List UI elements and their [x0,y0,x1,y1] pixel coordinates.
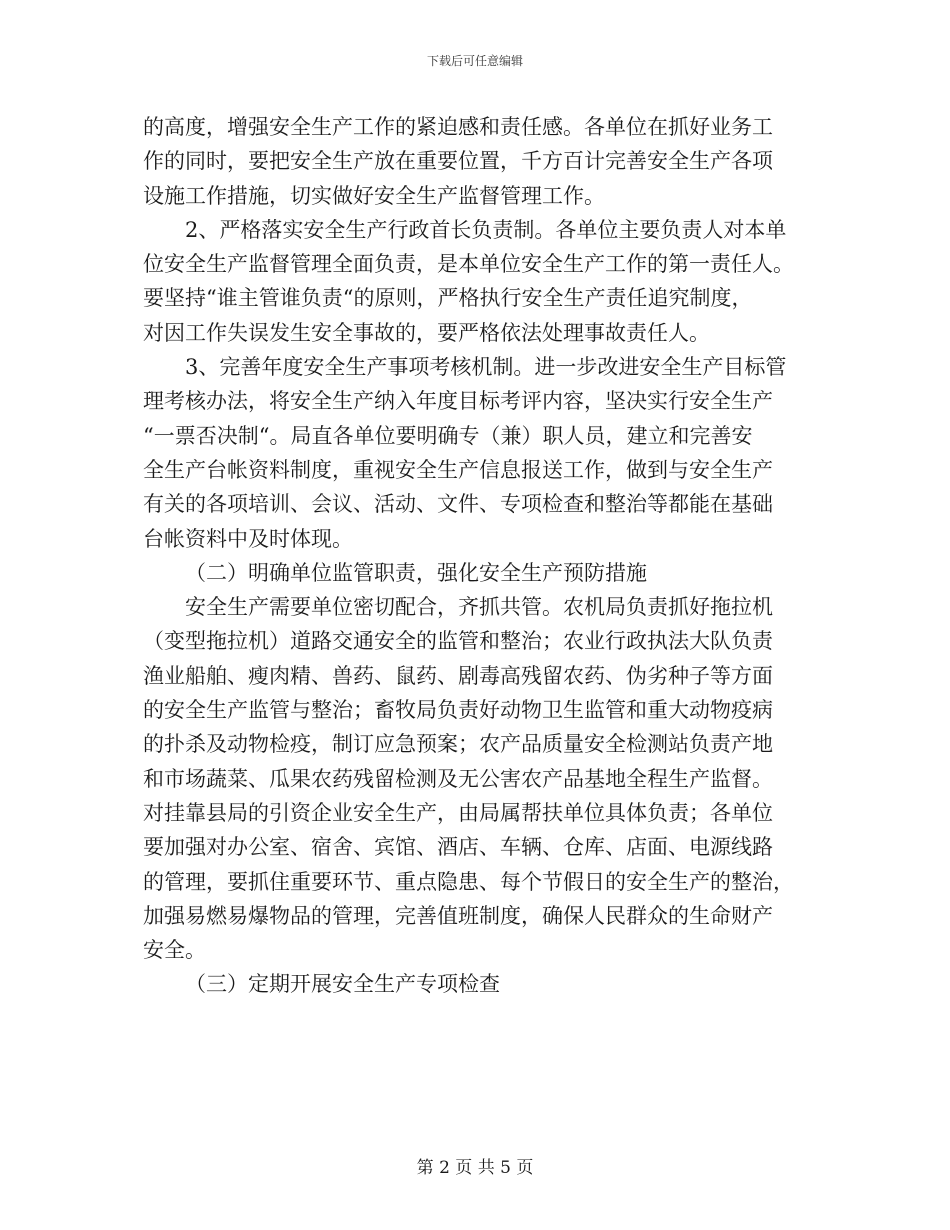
text-line: 安全。 [143,938,206,963]
text-line: 的安全生产监管与整治；畜牧局负责好动物卫生监管和重大动物疫病 [143,698,773,723]
text-line: 台帐资料中及时体现。 [143,526,353,551]
text-line: （二）明确单位监管职责，强化安全生产预防措施 [185,560,647,585]
text-line: 的管理，要抓住重要环节、重点隐患、每个节假日的安全生产的整治， [143,869,794,894]
text-line: 安全生产需要单位密切配合，齐抓共管。农机局负责抓好拖拉机 [185,595,773,620]
text-line: 加强易燃易爆物品的管理，完善值班制度，确保人民群众的生命财产 [143,903,773,928]
text-line: 对挂靠县局的引资企业安全生产，由局属帮扶单位具体负责；各单位 [143,800,773,825]
text-line: 要加强对办公室、宿舍、宾馆、酒店、车辆、仓库、店面、电源线路 [143,835,773,860]
page-number-footer: 第 2 页 共 5 页 [416,1158,534,1178]
text-line: 对因工作失误发生安全事故的，要严格依法处理事故责任人。 [143,320,710,345]
text-line: 作的同时，要把安全生产放在重要位置，千方百计完善安全生产各项 [143,149,773,174]
text-line: 要坚持“谁主管谁负责“的原则，严格执行安全生产责任追究制度， [143,286,753,311]
text-line: 位安全生产监督管理全面负责，是本单位安全生产工作的第一责任人。 [143,252,794,277]
text-line: 理考核办法，将安全生产纳入年度目标考评内容，坚决实行安全生产 [143,389,773,414]
text-line: “一票否决制“。局直各单位要明确专（兼）职人员，建立和完善安 [143,423,753,448]
text-line: （三）定期开展安全生产专项检查 [185,972,500,997]
text-line: 的高度，增强安全生产工作的紧迫感和责任感。各单位在抓好业务工 [143,115,773,139]
text-line: 和市场蔬菜、瓜果农药残留检测及无公害农产品基地全程生产监督。 [143,766,773,791]
document-body [143,110,811,1002]
text-line: 全生产台帐资料制度，重视安全生产信息报送工作，做到与安全生产 [143,457,773,482]
text-line: 设施工作措施，切实做好安全生产监督管理工作。 [143,183,605,208]
text-line: （变型拖拉机）道路交通安全的监管和整治；农业行政执法大队负责 [143,629,773,654]
text-line: 的扑杀及动物检疫，制订应急预案；农产品质量安全检测站负责产地 [143,732,773,757]
text-line: 3、完善年度安全生产事项考核机制。进一步改进安全生产目标管 [185,355,787,380]
text-line: 2、严格落实安全生产行政首长负责制。各单位主要负责人对本单 [185,217,787,242]
text-line: 渔业船舶、瘦肉精、兽药、鼠药、剧毒高残留农药、伪劣种子等方面 [143,663,773,688]
header-note: 下载后可任意编辑 [426,54,523,68]
text-line: 有关的各项培训、会议、活动、文件、专项检查和整治等都能在基础 [143,492,773,517]
